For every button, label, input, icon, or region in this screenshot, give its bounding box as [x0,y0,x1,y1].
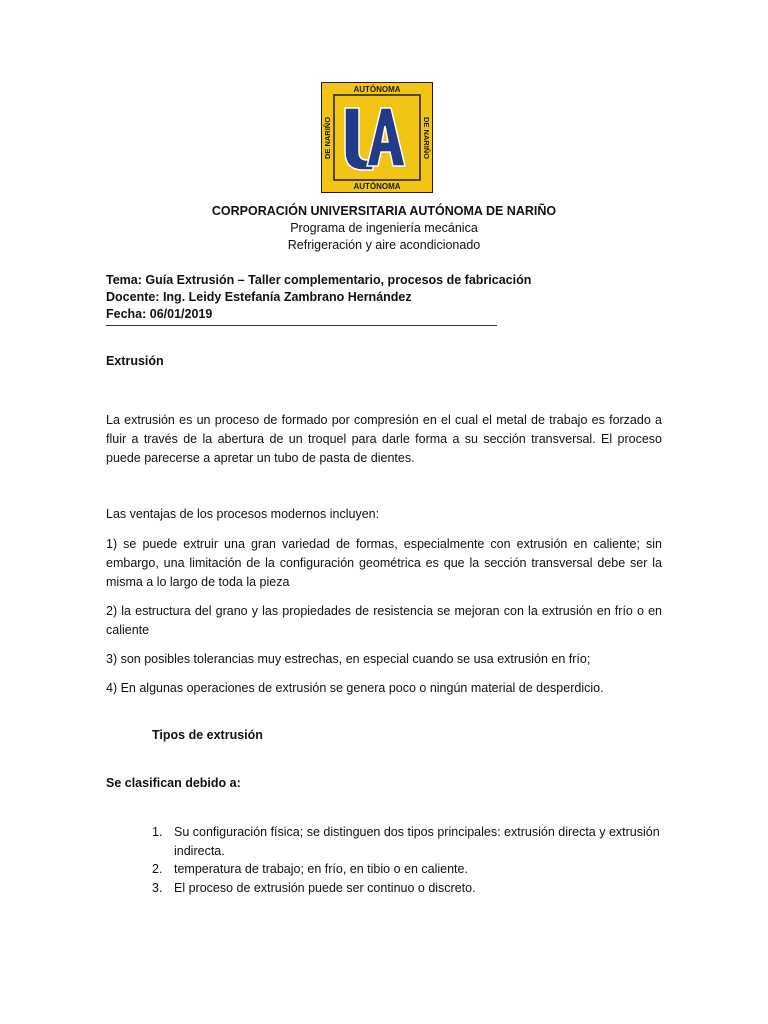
institution-name: CORPORACIÓN UNIVERSITARIA AUTÓNOMA DE NARIÑO [211,204,557,218]
course-name: Refrigeración y aire acondicionado [287,238,481,252]
advantage-1: 1) se puede extruir una gran variedad de formas, especialmente con extrusión en caliente; sin embargo, una limitación de la configuración geométrica es que la sección transversal debe ser la misma a lo largo de toda la pieza [106,537,662,589]
logo-top-text: AUTÓNOMA [353,85,401,94]
list-item-text: Su configuración física; se distinguen dos tipos principales: extrusión directa y extrusión indirecta. [174,825,660,858]
list-item-number: 2. [152,862,163,876]
advantages-title: Las ventajas de los procesos modernos incluyen: [106,507,380,521]
meta-tema: Tema: Guía Extrusión – Taller complementario, procesos de fabricación [106,273,532,287]
list-item-text: El proceso de extrusión puede ser continuo o discreto. [174,881,476,895]
list-item-number: 3. [152,881,163,895]
advantage-2: 2) la estructura del grano y las propiedades de resistencia se mejoran con la extrusión en frío o en caliente [106,604,662,637]
list-item [152,860,664,878]
advantage-3: 3) son posibles tolerancias muy estrechas, en especial cuando se usa extrusión en frío; [106,652,591,666]
list-item [152,879,664,897]
meta-fecha: Fecha: 06/01/2019 [106,307,213,321]
meta-docente: Docente: Ing. Leidy Estefanía Zambrano Hernández [106,290,412,304]
logo-bottom-text: AUTÓNOMA [353,182,401,191]
list-item-number: 1. [152,825,163,839]
program-name: Programa de ingeniería mecánica [290,221,478,235]
meta-divider [106,325,497,326]
logo-right-text: DE NARIÑO [422,116,431,160]
intro-paragraph: La extrusión es un proceso de formado por compresión en el cual el metal de trabajo es forzado a fluir a través de la abertura de un troquel para darle forma a su sección transversal. El proceso puede parecerse a apretar un tubo de pasta de dientes. [106,413,662,465]
advantage-4: 4) En algunas operaciones de extrusión se genera poco o ningún material de desperdicio. [106,681,604,695]
types-title: Tipos de extrusión [152,728,263,742]
list-item [152,823,664,860]
logo-left-text: DE NARIÑO [323,116,332,160]
classify-title: Se clasifican debido a: [106,776,241,790]
section-title: Extrusión [106,354,164,368]
list-item-text: temperatura de trabajo; en frío, en tibio o en caliente. [174,862,468,876]
university-logo [321,82,433,193]
